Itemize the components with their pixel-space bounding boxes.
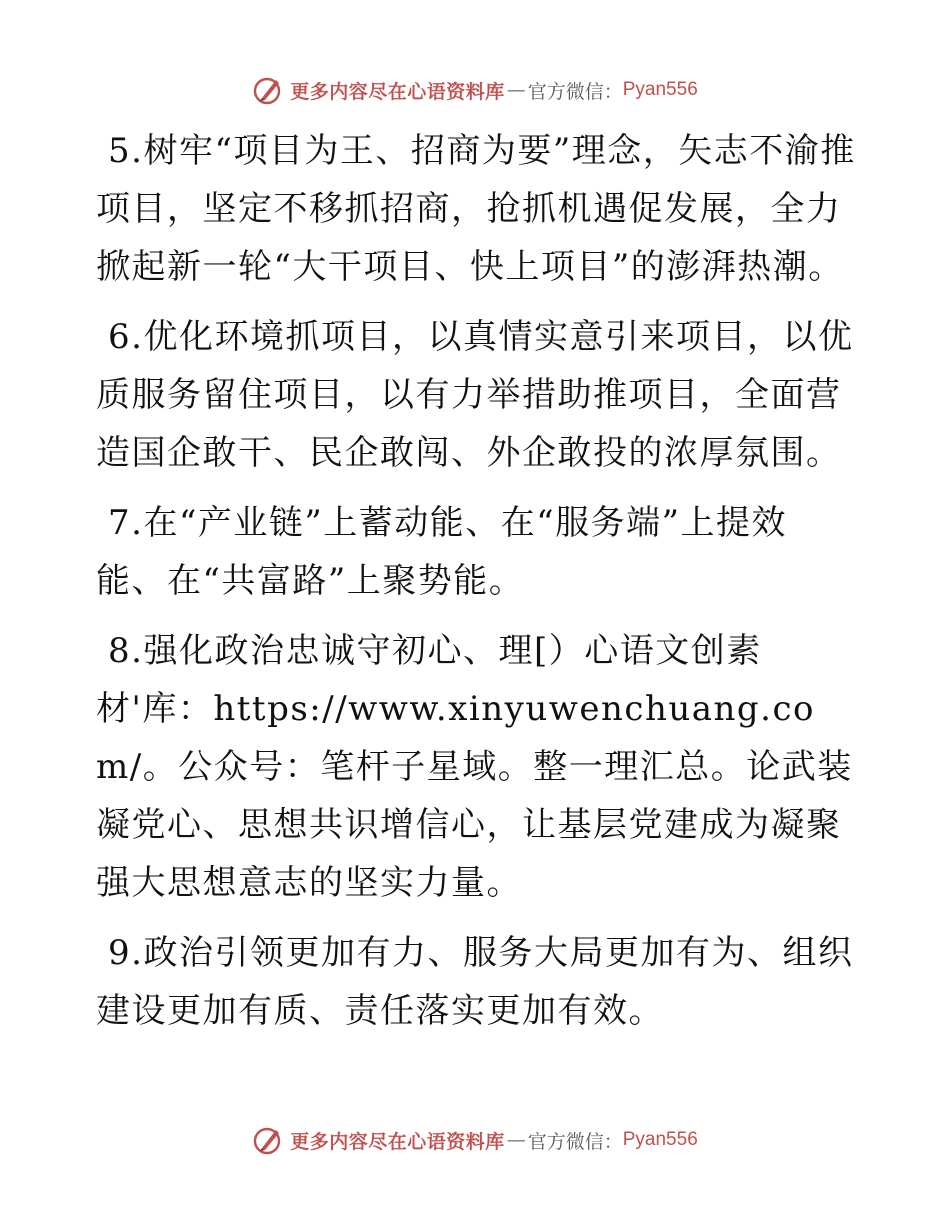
document-body [96, 122, 856, 1052]
banner-site-name: 更多内容尽在心语资料库 [290, 80, 505, 103]
paragraph-item-7: 7.在“产业链”上蓄动能、在“服务端”上提效能、在“共富路”上聚势能。 [96, 503, 787, 601]
quill-pen-logo-icon [252, 74, 284, 106]
banner-account-id: Pyan556 [622, 79, 698, 100]
footer-watermark-banner [0, 1120, 950, 1160]
banner-account-label: 官方微信： [527, 1130, 623, 1153]
banner-site-name: 更多内容尽在心语资料库 [290, 1130, 505, 1153]
paragraph-item-8: 8.强化政治忠诚守初心、理[）心语文创素材'库：https://www.xinyuwenchuang.com/。公众号：笔杆子星域。整一理汇总。论武装凝党心、思想共识增信心，让基层党建成为凝聚强大思想意志的坚实力量。 [96, 631, 853, 903]
banner-separator: — [506, 1129, 526, 1151]
paragraph-item-5: 5.树牢“项目为王、招商为要”理念，矢志不渝推项目，坚定不移抓招商，抢抓机遇促发展，全力掀起新一轮“大干项目、快上项目”的澎湃热潮。 [96, 131, 856, 287]
banner-account-label: 官方微信： [527, 80, 623, 103]
quill-pen-logo-icon [252, 1124, 284, 1156]
paragraph-item-6: 6.优化环境抓项目，以真情实意引来项目，以优质服务留住项目，以有力举措助推项目，全面营造国企敢干、民企敢闯、外企敢投的浓厚氛围。 [96, 317, 854, 473]
paragraph-item-9: 9.政治引领更加有力、服务大局更加有为、组织建设更加有质、责任落实更加有效。 [96, 933, 854, 1031]
header-watermark-banner [0, 70, 950, 110]
banner-account-id: Pyan556 [622, 1129, 698, 1150]
banner-separator: — [506, 79, 526, 101]
